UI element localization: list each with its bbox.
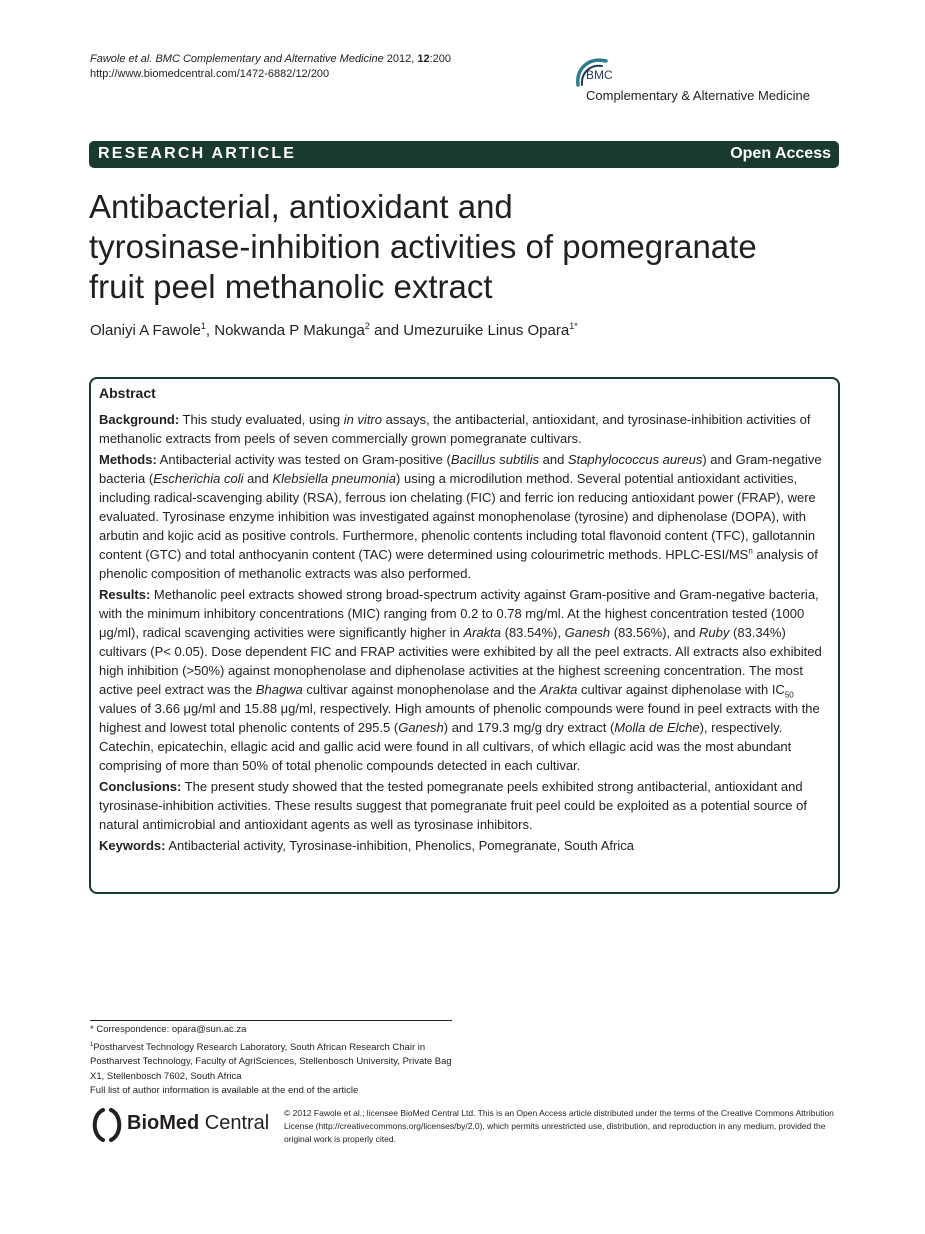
citation-header — [90, 52, 451, 82]
abstract-keywords: Keywords: Antibacterial activity, Tyrosinase-inhibition, Phenolics, Pomegranate, South Africa — [99, 838, 634, 853]
open-access-label: Open Access — [730, 145, 831, 162]
biomed-central-logo — [89, 1106, 269, 1146]
license-statement: © 2012 Fawole et al.; licensee BioMed Central Ltd. This is an Open Access article distributed under the terms of the Creative Commons Attribution License (http://creativecommons.org/licenses/by/2.0), which permits unrestricted use, distribution, and reproduction in any medium, provided the original work is properly cited. — [284, 1108, 834, 1144]
footnote-divider — [90, 1020, 452, 1021]
full-list-note: Full list of author information is available at the end of the article — [90, 1085, 359, 1097]
journal-logo-bmc: BMC — [586, 68, 613, 82]
biomed-central-wordmark: BioMed Central — [127, 1112, 270, 1134]
biomed-central-logo-icon — [89, 1106, 125, 1144]
abstract-conclusions: Conclusions: The present study showed that the tested pomegranate peels exhibited strong antibacterial, antioxidant and tyrosinase-inhibition activities. These results suggest that pomegranate fruit peel could be exploited as a potential source of natural antimicrobial and antioxidant agents as well as tyrosinase inhibitors. — [99, 779, 807, 832]
article-url[interactable]: http://www.biomedcentral.com/1472-6882/12/200 — [90, 68, 330, 80]
abstract-background: Background: This study evaluated, using in vitro assays, the antibacterial, antioxidant, and tyrosinase-inhibition activities of methanolic extracts from peels of seven commercially grown pomegranate cultivars. — [99, 412, 811, 446]
article-type-banner — [89, 141, 839, 168]
citation-line: Fawole et al. BMC Complementary and Alternative Medicine 2012, 12:200 — [90, 53, 451, 65]
journal-logo-name: Complementary & Alternative Medicine — [586, 88, 810, 103]
article-type-label: RESEARCH ARTICLE — [98, 145, 297, 162]
author-list: Olaniyi A Fawole$^1$, Nokwanda P Makunga$^2$ and Umezuruike Linus Opara$^{1*}$ — [90, 321, 578, 339]
affiliation: $^1$Postharvest Technology Research Laboratory, South African Research Chair in Postharvest Technology, Faculty of AgriSciences, Stellenbosch University, Private Bag X1, Stellenbosch 7602, South Africa — [90, 1041, 452, 1082]
footnotes — [90, 1023, 460, 1099]
correspondence: * Correspondence: opara@sun.ac.za — [90, 1024, 247, 1035]
abstract-results: Results: Methanolic peel extracts showed strong broad-spectrum activity against Gram-positive and Gram-negative bacteria, with the minimum inhibitory concentrations (MIC) ranging from 0.2 to 0.78 mg/ml. At the highest concentration tested (1000 μg/ml), radical scavenging activities were significantly higher in Arakta (83.54%), Ganesh (83.56%), and Ruby (83.34%) cultivars (P< 0.05). Dose dependent FIC and FRAP activities were exhibited by all the peel extracts. All extracts also exhibited high inhibition (>50%) against monophenolase and diphenolase activities at the highest screening concentration. The most active peel extract was the Bhagwa cultivar against monophenolase and the Arakta cultivar against diphenolase with $IC_{50}$ values of 3.66 μg/ml and 15.88 μg/ml, respectively. High amounts of phenolic compounds were found in peel extracts with the highest and lowest total phenolic contents of 295.5 (Ganesh) and 179.3 mg/g dry extract (Molla de Elche), respectively. Catechin, epicatechin, ellagic acid and gallic acid were found in all cultivars, of which ellagic acid was the most abundant comprising of more than 50% of total phenolic compounds detected in each cultivar. — [99, 587, 822, 773]
article-title: Antibacterial, antioxidant and tyrosinase-inhibition activities of pomegranate fruit peel methanolic extract — [89, 188, 757, 305]
journal-logo — [574, 55, 844, 105]
author-name: Umezuruike Linus Opara — [403, 322, 570, 339]
abstract-box — [89, 377, 840, 894]
author-name: Nokwanda P Makunga — [214, 322, 365, 339]
abstract-heading: Abstract — [99, 385, 156, 401]
abstract-methods: Methods: Antibacterial activity was tested on Gram-positive (Bacillus subtilis and Staphylococcus aureus) and Gram-negative bacteria (Escherichia coli and Klebsiella pneumonia) using a microdilution method. Several potential antioxidant activities, including radical-scavenging ability (RSA), ferrous ion chelating (FIC) and ferric ion reducing antioxidant power (FRAP), were evaluated. Tyrosinase enzyme inhibition was investigated against monophenolase (tyrosine) and diphenolase (DOPA), with arbutin and kojic acid as positive controls. Furthermore, phenolic contents including total flavonoid content (TFC), gallotannin content (GTC) and total anthocyanin content (TAC) were determined using colourimetric methods. HPLC-$ESI/MS^n$ analysis of phenolic composition of methanolic extracts was also performed. — [99, 452, 822, 581]
author-name: Olaniyi A Fawole — [90, 322, 201, 339]
